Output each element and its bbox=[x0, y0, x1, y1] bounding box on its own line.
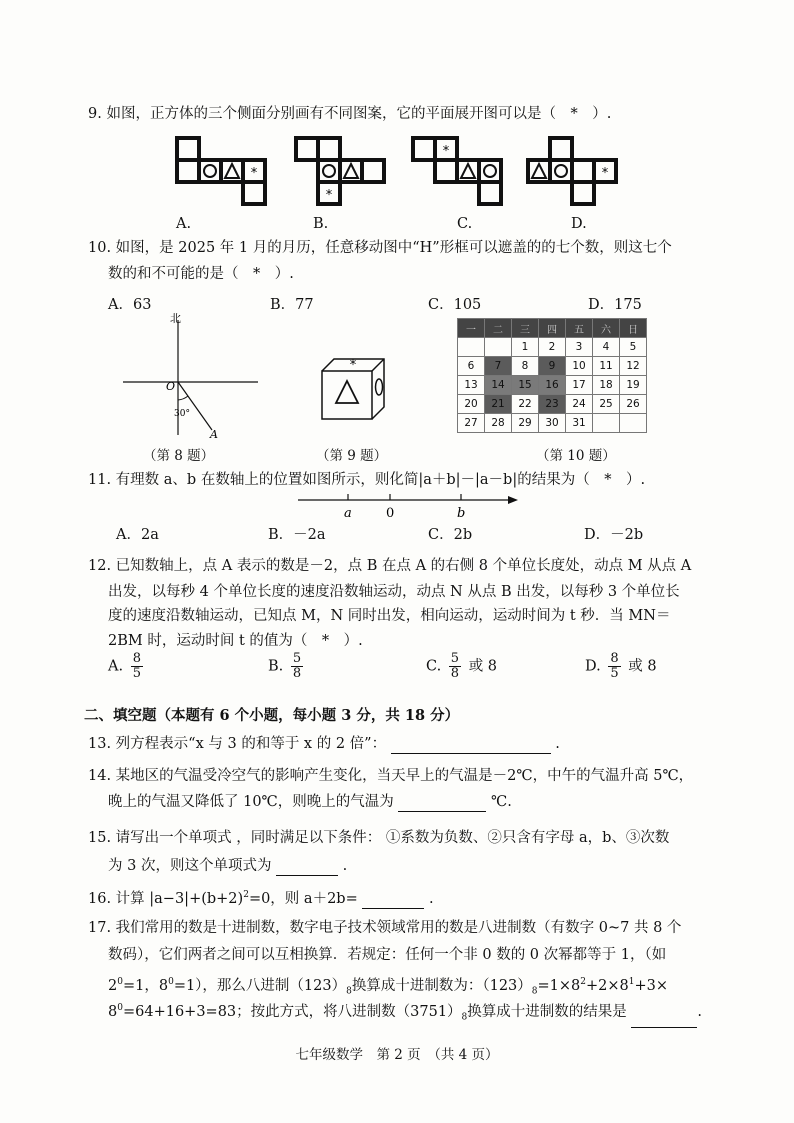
q13-stem bbox=[88, 734, 560, 754]
axis-label-a: a bbox=[344, 506, 352, 520]
q13-text: 列方程表示“x 与 3 的和等于 x 的 2 倍”： bbox=[115, 736, 387, 752]
axis-label-b: b bbox=[457, 506, 466, 520]
day-cell: 4 bbox=[593, 338, 620, 357]
angle-label: 30° bbox=[174, 409, 190, 419]
net-d-figure bbox=[526, 136, 626, 206]
cube-drawing bbox=[318, 355, 393, 425]
q10-stem-line1 bbox=[88, 238, 672, 258]
day-cell: 20 bbox=[458, 395, 485, 414]
compass-diagram bbox=[118, 310, 268, 440]
option-label: D. bbox=[585, 658, 601, 675]
point-a-label: A bbox=[210, 428, 218, 440]
day-cell bbox=[485, 338, 512, 357]
net-option-a[interactable] bbox=[175, 136, 275, 210]
calendar-row bbox=[458, 395, 647, 414]
q17-sup: 0 bbox=[117, 977, 123, 987]
q11-number-line bbox=[296, 490, 520, 524]
q16-condition: =0，则 a＋2b= bbox=[248, 890, 358, 907]
denominator: 5 bbox=[132, 666, 141, 681]
day-cell: 18 bbox=[593, 376, 620, 395]
day-cell-highlighted: 21 bbox=[485, 395, 512, 414]
weekday-header: 四 bbox=[539, 319, 566, 338]
option-suffix: 或 8 bbox=[628, 658, 657, 675]
axis-label-zero: 0 bbox=[386, 506, 395, 520]
day-cell: 19 bbox=[620, 376, 647, 395]
q16-exponent: 2 bbox=[243, 890, 249, 900]
q11-stem bbox=[88, 470, 645, 490]
calendar-row bbox=[458, 414, 647, 433]
q17-text: =1×8 bbox=[537, 977, 581, 994]
q14-answer-blank[interactable] bbox=[398, 796, 486, 812]
q16-end: . bbox=[428, 890, 434, 907]
q13-end: . bbox=[555, 736, 560, 752]
number-line-drawing bbox=[296, 490, 520, 520]
q15-text-2: 为 3 次，则这个单项式为 bbox=[108, 858, 272, 874]
option-suffix: 或 8 bbox=[468, 658, 498, 675]
numerator: 8 bbox=[610, 651, 619, 666]
q17-sub: 8 bbox=[461, 1012, 468, 1023]
q16-number: 16. bbox=[88, 890, 112, 907]
q17-text: =1），那么八进制（123） bbox=[173, 977, 347, 994]
day-cell: 1 bbox=[512, 338, 539, 357]
q9-stem bbox=[88, 104, 611, 124]
q14-text-1: 某地区的气温受冷空气的影响产生变化，当天早上的气温是－2℃，中午的气温升高 5℃， bbox=[115, 768, 694, 784]
day-cell-highlighted: 16 bbox=[539, 376, 566, 395]
weekday-header: 日 bbox=[620, 319, 647, 338]
day-cell: 11 bbox=[593, 357, 620, 376]
q16-stem bbox=[88, 885, 434, 909]
weekday-header: 一 bbox=[458, 319, 485, 338]
q12-stem-line4: 2BM 时，运动时间 t 的值为（ * ）. bbox=[108, 633, 363, 649]
q15-stem-line1 bbox=[88, 828, 669, 848]
day-cell: 24 bbox=[566, 395, 593, 414]
q11-option-d[interactable]: D．－2b bbox=[584, 527, 644, 543]
day-cell: 8 bbox=[512, 357, 539, 376]
q10-option-b[interactable]: B．77 bbox=[270, 297, 314, 313]
calendar-header-row bbox=[458, 319, 647, 338]
q12-option-b[interactable] bbox=[268, 652, 306, 681]
day-cell-highlighted: 7 bbox=[485, 357, 512, 376]
denominator: 5 bbox=[610, 666, 619, 681]
q14-number: 14. bbox=[88, 768, 112, 784]
q17-text: 换算成十进制数的结果是 bbox=[467, 1003, 627, 1020]
q9-number: 9. bbox=[88, 106, 102, 122]
page-footer: 七年级数学 第 2 页 （共 4 页） bbox=[295, 1047, 499, 1063]
day-cell: 26 bbox=[620, 395, 647, 414]
day-cell: 27 bbox=[458, 414, 485, 433]
q11-option-a[interactable]: A．2a bbox=[116, 527, 159, 543]
q17-text: =1，8 bbox=[122, 977, 169, 994]
q14-stem-line1 bbox=[88, 766, 693, 786]
svg-text:*: * bbox=[325, 188, 333, 203]
fraction bbox=[608, 652, 620, 681]
q13-number: 13. bbox=[88, 736, 112, 752]
q15-text-1: 请写出一个单项式 ，同时满足以下条件： ①系数为负数、②只含有字母 a，b、③次数 bbox=[115, 830, 670, 846]
net-a-figure bbox=[175, 136, 275, 206]
q10-option-c[interactable]: C．105 bbox=[428, 297, 482, 313]
weekday-header: 五 bbox=[566, 319, 593, 338]
day-cell: 31 bbox=[566, 414, 593, 433]
q17-text: 2 bbox=[108, 977, 118, 994]
q17-sup: 1 bbox=[628, 977, 635, 987]
q10-number: 10. bbox=[88, 240, 112, 256]
day-cell: 25 bbox=[593, 395, 620, 414]
q9-option-d-label[interactable]: D. bbox=[571, 216, 587, 232]
q12-stem-line2: 出发，以每秒 4 个单位长度的速度沿数轴运动，动点 N 从点 B 出发，以每秒 3 个单位长 bbox=[108, 584, 680, 600]
q17-end: . bbox=[697, 1003, 702, 1020]
day-cell-highlighted: 14 bbox=[485, 376, 512, 395]
net-option-b[interactable] bbox=[294, 136, 394, 210]
svg-text:*: * bbox=[442, 144, 450, 159]
q17-stem-line2: 数码），它们两者之间可以互相换算．若规定：任何一个非 0 数的 0 次幂都等于 1，（如 bbox=[108, 947, 667, 963]
q12-stem-line1 bbox=[88, 556, 691, 576]
numerator: 8 bbox=[132, 651, 141, 666]
q9-option-b-label[interactable]: B. bbox=[313, 216, 329, 232]
net-option-d[interactable] bbox=[526, 136, 626, 210]
calendar-row bbox=[458, 357, 647, 376]
q17-sup: 0 bbox=[168, 977, 174, 987]
q10-option-a[interactable]: A．63 bbox=[108, 297, 152, 313]
fraction bbox=[291, 652, 303, 681]
q17-stem-line4 bbox=[108, 998, 702, 1028]
denominator: 8 bbox=[450, 666, 460, 681]
day-cell: 13 bbox=[458, 376, 485, 395]
figure-9 bbox=[318, 355, 393, 429]
q15-end: . bbox=[342, 858, 348, 874]
calendar-row bbox=[458, 376, 647, 395]
net-option-c[interactable] bbox=[411, 136, 511, 210]
q10-text-1: 如图，是 2025 年 1 月的月历，任意移动图中“H”形框可以遮盖的的七个数，则这七个 bbox=[115, 240, 672, 256]
numerator: 5 bbox=[450, 651, 460, 666]
figure-9-caption: （第 9 题） bbox=[316, 448, 388, 464]
day-cell: 3 bbox=[566, 338, 593, 357]
q17-text: =64+16+3=83；按此方式，将八进制数（3751） bbox=[122, 1003, 462, 1020]
net-b-figure bbox=[294, 136, 394, 206]
q15-answer-blank[interactable] bbox=[276, 860, 338, 876]
q12-text-1: 已知数轴上，点 A 表示的数是－2，点 B 在点 A 的右侧 8 个单位长度处，动点 M 从点 A bbox=[115, 558, 692, 574]
q17-sub: 8 bbox=[531, 986, 538, 997]
q17-stem-line1 bbox=[88, 918, 681, 938]
q11-option-c[interactable]: C．2b bbox=[428, 527, 473, 543]
q9-option-a-label[interactable]: A. bbox=[176, 216, 192, 232]
day-cell bbox=[620, 414, 647, 433]
q17-number: 17. bbox=[88, 920, 112, 936]
day-cell: 5 bbox=[620, 338, 647, 357]
q17-text-1: 我们常用的数是十进制数，数字电子技术领域常用的数是八进制数（有数字 0~7 共 8 个 bbox=[115, 920, 682, 936]
figure-8 bbox=[118, 310, 268, 444]
calendar-figure bbox=[457, 318, 647, 433]
day-cell: 2 bbox=[539, 338, 566, 357]
q9-option-c-label[interactable]: C. bbox=[457, 216, 473, 232]
q12-stem-line3: 度的速度沿数轴运动，已知点 M，N 同时出发，相向运动，运动时间为 t 秒．当 MN＝ bbox=[108, 608, 671, 624]
q9-text: 如图，正方体的三个侧面分别画有不同图案，它的平面展开图可以是（ * ）. bbox=[106, 106, 612, 122]
day-cell-highlighted: 23 bbox=[539, 395, 566, 414]
day-cell-highlighted: 15 bbox=[512, 376, 539, 395]
day-cell bbox=[458, 338, 485, 357]
numerator: 5 bbox=[292, 651, 302, 666]
q15-stem-line2 bbox=[108, 856, 347, 876]
north-label: 北 bbox=[170, 312, 181, 325]
cube-star: * bbox=[349, 358, 357, 373]
section-heading: 二、填空题（本题有 6 个小题，每小题 3 分，共 18 分） bbox=[84, 707, 460, 724]
day-cell: 17 bbox=[566, 376, 593, 395]
calendar-row bbox=[458, 338, 647, 357]
q14-unit: ℃. bbox=[491, 794, 512, 810]
q17-sup: 2 bbox=[580, 977, 587, 987]
fraction bbox=[131, 652, 143, 681]
figure-10-caption: （第 10 题） bbox=[536, 448, 616, 464]
denominator: 8 bbox=[292, 666, 302, 681]
q16-expression: 计算 |a−3|+(b+2) bbox=[115, 890, 244, 907]
option-label: C. bbox=[426, 658, 442, 675]
q17-text: +2×8 bbox=[586, 977, 629, 994]
svg-text:*: * bbox=[250, 166, 258, 181]
q12-option-a[interactable] bbox=[108, 652, 146, 681]
q15-number: 15. bbox=[88, 830, 112, 846]
q13-answer-blank[interactable] bbox=[391, 738, 551, 754]
day-cell: 22 bbox=[512, 395, 539, 414]
day-cell-highlighted: 9 bbox=[539, 357, 566, 376]
q17-answer-blank[interactable] bbox=[631, 1012, 697, 1028]
q17-text: 8 bbox=[108, 1003, 118, 1020]
origin-label: O bbox=[166, 380, 176, 393]
weekday-header: 二 bbox=[485, 319, 512, 338]
option-label: A. bbox=[108, 658, 124, 675]
q14-text-2: 晚上的气温又降低了 10℃，则晚上的气温为 bbox=[108, 794, 394, 810]
fraction bbox=[449, 652, 461, 681]
figure-8-caption: （第 8 题） bbox=[143, 448, 215, 464]
q17-sup: 0 bbox=[117, 1003, 123, 1013]
q17-text: 换算成十进制数为：（123） bbox=[351, 977, 532, 994]
calendar-table bbox=[457, 318, 647, 433]
day-cell: 29 bbox=[512, 414, 539, 433]
day-cell bbox=[593, 414, 620, 433]
q11-number: 11. bbox=[88, 472, 112, 488]
net-c-figure bbox=[411, 136, 511, 206]
day-cell: 10 bbox=[566, 357, 593, 376]
q10-stem-line2: 数的和不可能的是（ * ）. bbox=[108, 266, 294, 282]
weekday-header: 三 bbox=[512, 319, 539, 338]
q12-option-d[interactable] bbox=[585, 652, 657, 681]
q17-sub: 8 bbox=[346, 986, 352, 997]
q12-number: 12. bbox=[88, 558, 112, 574]
q14-stem-line2 bbox=[108, 792, 512, 812]
q11-text: 有理数 a、b 在数轴上的位置如图所示，则化简|a＋b|－|a－b|的结果为（ * ）. bbox=[115, 472, 646, 488]
q10-option-d[interactable]: D．175 bbox=[588, 297, 642, 313]
svg-text:*: * bbox=[601, 166, 609, 181]
q12-option-c[interactable] bbox=[426, 652, 497, 681]
q16-answer-blank[interactable] bbox=[362, 893, 424, 909]
day-cell: 6 bbox=[458, 357, 485, 376]
option-label: B. bbox=[268, 658, 284, 675]
day-cell: 12 bbox=[620, 357, 647, 376]
q11-option-b[interactable]: B．－2a bbox=[268, 527, 326, 543]
weekday-header: 六 bbox=[593, 319, 620, 338]
day-cell: 30 bbox=[539, 414, 566, 433]
q17-text: +3× bbox=[634, 977, 669, 994]
day-cell: 28 bbox=[485, 414, 512, 433]
